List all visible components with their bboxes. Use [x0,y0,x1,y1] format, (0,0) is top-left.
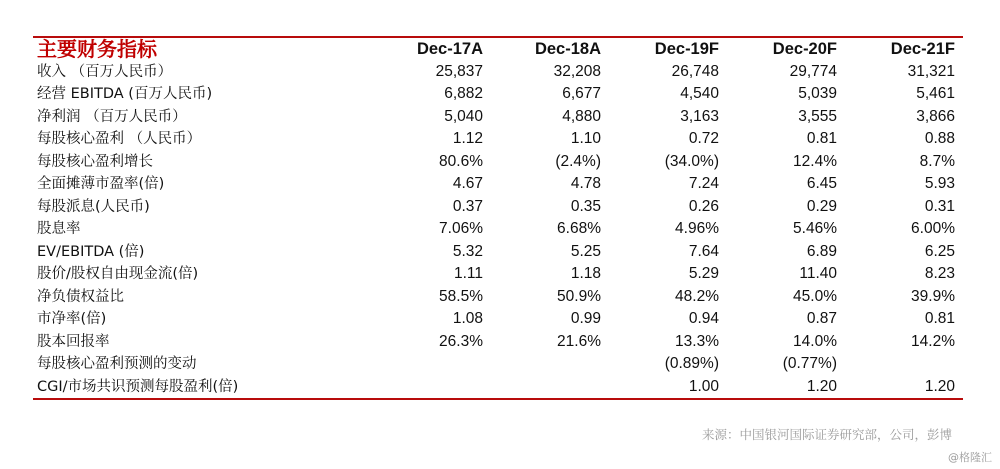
table-row [33,286,963,309]
table-cell: 48.2% [675,287,719,305]
table-cell: 0.35 [570,197,601,215]
column-header: Dec-20F [772,40,837,58]
table-cell: 14.2% [911,332,955,350]
table-cell: 4.67 [452,175,483,192]
row-label: 每股核心盈利预测的变动 [37,356,197,372]
table-cell: 7.24 [688,175,719,192]
row-label: 全面摊薄市盈率(倍) [37,176,165,192]
table-cell: 0.26 [688,197,719,215]
row-label: 每股核心盈利增长 [37,153,153,170]
table-cell: 0.81 [806,130,837,147]
table-cell: 21.6% [557,332,601,350]
table-cell: 29,774 [789,62,837,80]
table-cell: 5,040 [444,107,483,125]
row-label: 市净率(倍) [37,311,107,327]
table-cell [491,353,609,376]
table-cell: 14.0% [793,332,837,350]
row-label: 净利润 （百万人民币） [37,108,187,125]
column-header: Dec-19F [654,40,719,58]
source-note: 来源：中国银河国际证券研究部，公司，彭博 [701,427,952,442]
table-cell [491,376,609,399]
row-label: 每股派息(人民币) [37,198,150,215]
table-cell: 0.37 [452,197,483,215]
table-body [33,61,963,399]
table-cell: 1.20 [924,377,955,395]
row-label: 股本回报率 [37,333,110,350]
table-row [33,263,963,286]
table-cell: (0.77%) [782,355,837,372]
table-row [33,61,963,84]
row-label: CGI/市场共识预测每股盈利(倍) [37,378,239,395]
row-label: 每股核心盈利 （人民币） [37,131,202,147]
table-row [33,151,963,174]
table-cell [373,353,491,376]
table-cell: 39.9% [911,287,955,305]
table-cell: 5,039 [798,85,837,102]
table-cell: 3,555 [798,107,837,125]
table-cell: (0.89%) [664,355,719,372]
row-label: 净负债权益比 [37,288,124,305]
table-cell: 26.3% [439,332,483,350]
table-cell: 11.40 [799,265,837,282]
table-row [33,83,963,106]
table-cell: 1.20 [806,377,837,395]
table-cell: 0.99 [570,310,601,327]
table-cell: 1.08 [452,310,483,327]
row-label: 收入 （百万人民币） [37,63,173,80]
table-row [33,173,963,196]
table-row [33,241,963,264]
table-cell: (2.4%) [555,152,601,170]
table-row [33,331,963,354]
table-cell: 5.32 [452,242,483,260]
table-cell: 7.06% [439,220,483,237]
table-cell: 0.81 [924,310,955,327]
row-label: 股价/股权自由现金流(倍) [37,266,199,282]
table-row [33,353,963,376]
column-header: Dec-21F [890,40,955,58]
table-cell: 5.93 [924,175,955,192]
table-cell: 6.89 [806,242,837,260]
table-cell: 5.46% [793,220,837,237]
row-label: 经营 EBITDA (百万人民币) [37,86,213,102]
table-cell: 1.18 [570,265,601,282]
financial-indicators-table-wrap [33,36,963,400]
table-cell: 31,321 [907,62,955,80]
table-cell: 1.10 [570,130,601,147]
table-cell: 25,837 [435,62,483,80]
table-cell [845,353,963,376]
table-cell: 45.0% [793,287,837,305]
table-cell: 4.78 [570,175,601,192]
table-cell: 5.29 [688,265,719,282]
table-cell: 1.00 [688,377,719,395]
table-cell: 4,880 [562,107,601,125]
table-cell: 3,163 [680,107,719,125]
table-cell: 8.7% [919,152,955,170]
table-cell: 6.68% [557,220,601,237]
table-row [33,196,963,219]
table-cell: 0.88 [924,130,955,147]
column-header: Dec-18A [534,40,601,58]
table-cell: 5.25 [570,242,601,260]
table-cell: 6,677 [562,85,601,102]
table-cell: 3,866 [916,107,955,125]
table-cell: 7.64 [688,242,719,260]
table-cell: 0.94 [688,310,719,327]
table-cell: 50.9% [557,287,601,305]
table-cell: 0.87 [806,310,837,327]
table-cell: 58.5% [439,287,483,305]
table-cell: 1.11 [453,265,483,282]
table-cell: 6.00% [911,220,955,237]
table-row [33,128,963,151]
table-cell: 80.6% [439,152,483,170]
column-header: Dec-17A [416,40,483,58]
table-cell: 6,882 [444,85,483,102]
table-cell: (34.0%) [664,152,719,170]
table-cell: 26,748 [671,62,719,80]
table-cell: 13.3% [675,332,719,350]
table-cell: 12.4% [793,152,837,170]
table-cell: 4.96% [675,220,719,237]
table-cell: 0.29 [806,197,837,215]
table-cell: 0.31 [924,197,955,215]
table-cell: 8.23 [924,265,955,282]
table-row [33,308,963,331]
table-cell [373,376,491,399]
watermark: @格隆汇 [948,451,992,464]
bottom-rule [33,398,963,400]
table-cell: 4,540 [680,85,719,102]
table-row [33,106,963,129]
table-row [33,218,963,241]
financial-indicators-table [33,38,963,398]
table-cell: 6.25 [924,242,955,260]
table-cell: 5,461 [916,85,955,102]
header-row [33,38,963,61]
table-cell: 0.72 [688,130,719,147]
row-label: EV/EBITDA (倍) [37,243,145,260]
table-cell: 1.12 [452,130,483,147]
table-title: 主要财务指标 [37,37,157,61]
table-cell: 6.45 [806,175,837,192]
row-label: 股息率 [37,221,81,237]
table-row [33,376,963,399]
table-cell: 32,208 [553,62,601,80]
